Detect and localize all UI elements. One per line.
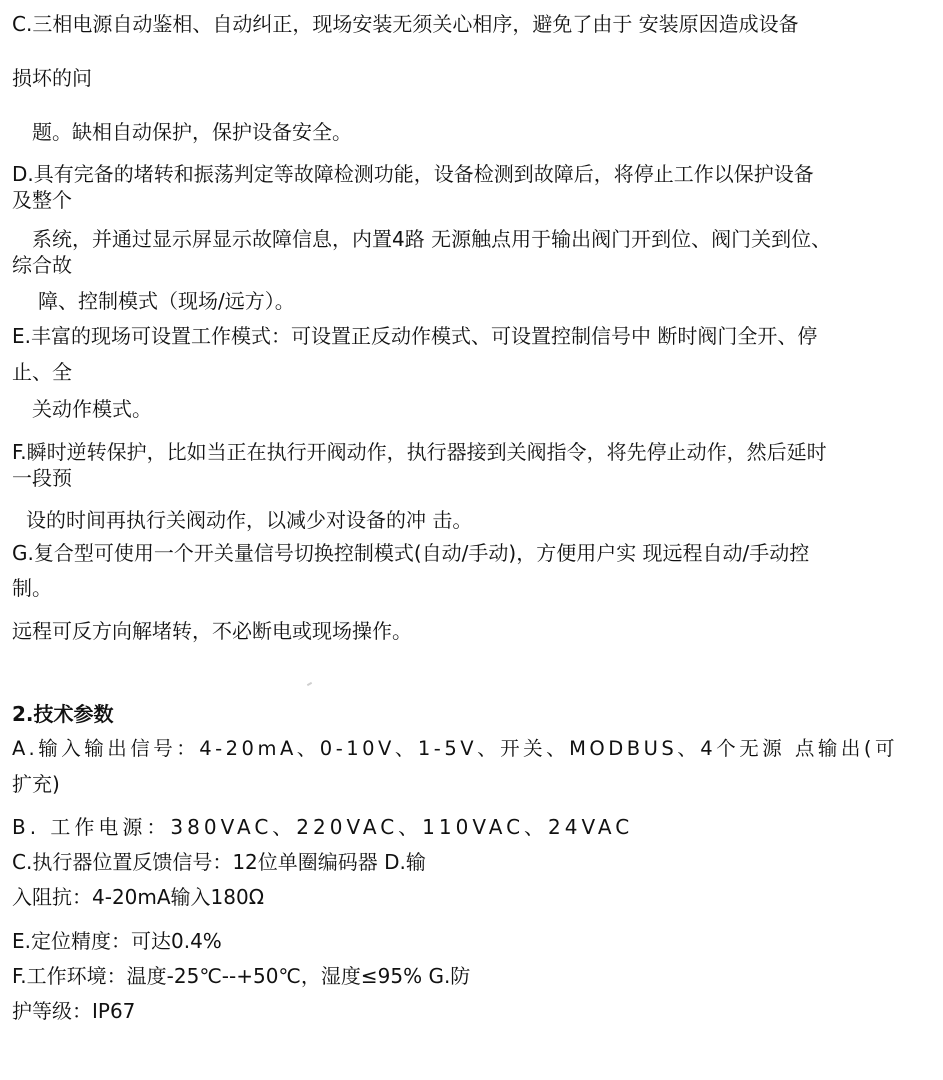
feature-c-line-1: C.三相电源自动鉴相、自动纠正，现场安装无须关心相序，避免了由于 安装原因造成设备: [12, 12, 799, 36]
feature-e-line-2: 止、全: [12, 360, 72, 384]
feature-d-line-3: 系统，并通过显示屏显示故障信息，内置4路 无源触点用于输出阀门开到位、阀门关到位、: [32, 227, 832, 251]
feature-f-line-2: 一段预: [12, 466, 72, 490]
feature-c-line-2: 损坏的问: [12, 66, 92, 90]
feature-g-line-3: 远程可反方向解堵转，不必断电或现场操作。: [12, 619, 412, 643]
feature-d-line-4: 综合故: [12, 253, 72, 277]
feature-d-line-5: 障、控制模式（现场/远方）。: [38, 289, 295, 313]
spec-b: B. 工作电源：380VAC、220VAC、110VAC、24VAC: [12, 815, 634, 839]
feature-f-line-3: 设的时间再执行关阀动作，以减少对设备的冲 击。: [26, 508, 473, 532]
spec-a-line-2: 扩充): [12, 772, 60, 796]
feature-d-line-1: D.具有完备的堵转和振荡判定等故障检测功能，设备检测到故障后，将停止工作以保护设备: [12, 162, 814, 186]
feature-g-line-2: 制。: [12, 576, 52, 600]
spec-e: E.定位精度：可达0.4%: [12, 929, 222, 953]
feature-e-line-3: 关动作模式。: [32, 397, 152, 421]
feature-e-line-1: E.丰富的现场可设置工作模式：可设置正反动作模式、可设置控制信号中 断时阀门全开、停: [12, 324, 818, 348]
section-heading: 2.技术参数: [12, 702, 114, 726]
feature-d-line-2: 及整个: [12, 188, 72, 212]
spec-a-line-1: A.输入输出信号：4-20mA、0-10V、1-5V、开关、MODBUS、4个无源 点输出(可: [12, 737, 899, 760]
stray-mark: [307, 682, 312, 686]
spec-c: C.执行器位置反馈信号：12位单圈编码器 D.输: [12, 850, 426, 874]
feature-f-line-1: F.瞬时逆转保护，比如当正在执行开阀动作，执行器接到关阀指令，将先停止动作，然后延时: [12, 440, 827, 464]
spec-d: 入阻抗：4-20mA输入180Ω: [12, 885, 265, 909]
feature-c-line-3: 题。缺相自动保护，保护设备安全。: [32, 120, 352, 144]
spec-f: F.工作环境：温度-25℃--+50℃，湿度≤95% G.防: [12, 964, 471, 988]
spec-g: 护等级：IP67: [12, 999, 136, 1023]
feature-g-line-1: G.复合型可使用一个开关量信号切换控制模式(自动/手动)，方便用户实 现远程自动/手动控: [12, 541, 810, 565]
